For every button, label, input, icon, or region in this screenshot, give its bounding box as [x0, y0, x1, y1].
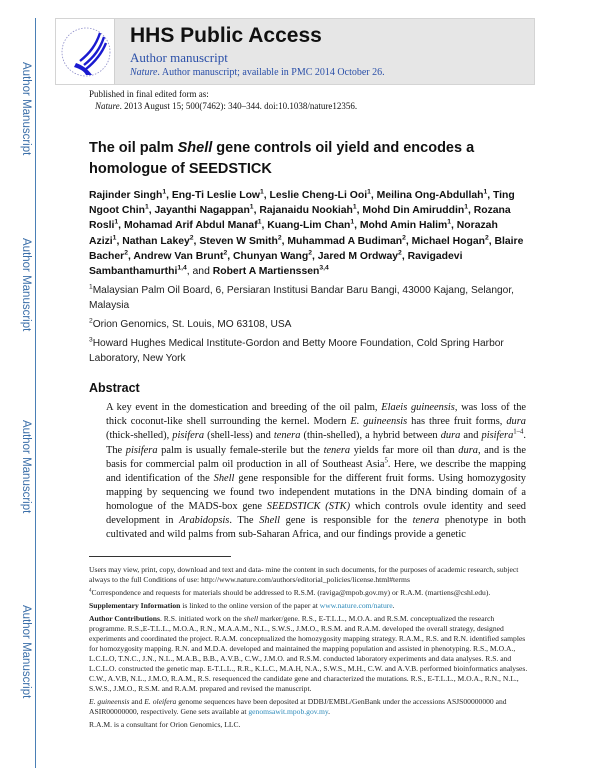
- text-segment: gene is responsible for the: [279, 514, 413, 526]
- superscript: 2: [189, 234, 194, 242]
- superscript: 1,4: [177, 264, 187, 272]
- text-segment: Users may view, print, copy, download and text and data- mine the content in such documents, for the purposes of academic research, subject always to the full Conditions of use: http://www.nature.com/authors/editorial_policies/license.html#terms: [89, 565, 519, 585]
- article-title: [89, 138, 529, 180]
- text-segment: , Chunyan Wang: [227, 250, 309, 262]
- superscript: 3,4: [319, 264, 329, 272]
- superscript: 2: [484, 234, 489, 242]
- superscript: 1: [89, 283, 93, 291]
- publication-info: [89, 88, 529, 112]
- text-segment: .: [392, 601, 395, 611]
- text-segment: and: [129, 697, 145, 707]
- superscript: 5: [384, 457, 388, 465]
- text-segment: . Here, we describe the mapping and identification of the: [106, 458, 526, 484]
- superscript: 2: [277, 234, 282, 242]
- superscript: 2: [89, 317, 93, 325]
- text-segment: gene responsible for the different fruit forms. Using homozygosity mapping by sequencing we found two independent mutations in the DNA binding domain of a homologue of the MADS-box gene: [106, 472, 526, 512]
- text-segment: dura: [440, 430, 461, 442]
- text-segment: , Mohd Din Amiruddin: [356, 205, 465, 217]
- text-segment: tenera: [273, 430, 301, 442]
- text-segment: Supplementary Information: [89, 601, 181, 611]
- superscript: 1: [260, 188, 264, 196]
- text-segment: , Meilina Ong-Abdullah: [370, 190, 484, 201]
- text-segment: , Muhammad A Budiman: [281, 235, 403, 247]
- text-segment: R.A.M. is a consultant for Orion Genomics, LLC.: [89, 720, 241, 730]
- text-segment: Howard Hughes Medical Institute-Gordon and Betty Moore Foundation, Cold Spring Harbor Laboratory, New York: [89, 338, 504, 365]
- text-segment: , Jared M Ordway: [312, 250, 399, 262]
- footnote-correspondence: [89, 588, 529, 598]
- author-manuscript-label: Author Manuscript: [20, 62, 32, 156]
- superscript: 1: [112, 234, 117, 242]
- text-segment: (thick-shelled),: [106, 430, 173, 442]
- superscript: 1: [367, 188, 371, 196]
- text-segment: pisifera: [172, 430, 205, 442]
- text-segment: Elaeis guineensis: [381, 402, 455, 414]
- availability-note: [130, 67, 385, 79]
- affiliation-1: [89, 283, 529, 313]
- footnote-competing-interests: [89, 720, 529, 730]
- superscript: 3: [89, 336, 93, 344]
- text-segment: E. guineensis: [89, 697, 130, 707]
- hhs-title: HHS Public Access: [130, 24, 322, 47]
- text-segment: Correspondence and requests for materials should be addressed to R.S.M. (raviga@mpob.gov.my) or R.A.M. (martiens@cshl.edu).: [91, 588, 491, 598]
- text-segment: dura: [506, 416, 526, 428]
- text-segment: (shell-less) and: [204, 430, 274, 442]
- superscript: 1: [483, 188, 488, 196]
- superscript: 2: [124, 249, 128, 257]
- text-segment: which controls ovule identity and seed development in: [106, 500, 526, 526]
- abstract-heading: Abstract: [89, 381, 140, 396]
- text-segment: and: [460, 430, 482, 442]
- text-segment: , Andrew Van Brunt: [128, 250, 224, 262]
- text-segment: , and is the basis for commercial palm oil production in all of Southeast Asia: [106, 444, 526, 470]
- text-segment: yields far more oil than: [350, 444, 459, 456]
- superscript: 1: [257, 218, 262, 226]
- text-segment: E. guineensis: [350, 416, 408, 428]
- text-segment: tenera: [323, 444, 351, 456]
- text-segment: , Jayanthi Nagappan: [148, 205, 250, 217]
- text-segment: , Kuang-Lim Chan: [261, 220, 351, 232]
- text-segment: Arabidopsis: [179, 514, 230, 526]
- text-segment: marker/gene. R.S., E-T.L.L., M.O.A. and R.S.M. conceptualized the research programme. R.S.,E-T.L.L., M.O.A., R.N., M.A.A.M., N.L., S.W.S., J.M.O., R.S.M. and R.A.M. developed the overall strategy, designed experiments and coordinated the project. R.A.M. conceptualized the homozygosity mapping strategy. R.A.M., R.S. and R.N. identified samples for homozygosity mapping. R.N. and M.D.A. developed and maintained the mapping population and assisted in phenotyping. R.S., M.O.A., L.C.L.O, T.N.C., J.N., N.L., M.A.B., B.B., A.V.B., C.W., J.M.O. and R.S.M. conducted laboratory experiments and data analyses. R.S. and L.C.L.O. constructed the genetic map. E-T.L.L., R.R., K.L.C., M.A.H, N.A., S.W.S., M.H., C.W. and A.V.B. performed bioinformatics analyses. C.W., A.V.B, N.L., J.M.O, R.A.M., R.S. resequenced the candidate gene and characterized the mutations. R.S., E-T.L.L., M.O.A., R.N., N.L., S.W.S., J.M.O., R.S.M. and R.A.M. prepared and revised the manuscript.: [89, 614, 528, 694]
- superscript: 1: [464, 203, 468, 211]
- manuscript-type: Author manuscript: [130, 50, 228, 65]
- text-segment: phenotype in both cultivated and wild palms from sub-Saharan Africa, and our findings provide a genetic: [106, 514, 526, 541]
- text-segment: , Blaire Bacher: [89, 235, 524, 262]
- text-segment: , Rozana Rosli: [89, 205, 511, 232]
- text-segment: Shell: [213, 472, 235, 484]
- superscript: 4: [89, 588, 92, 594]
- text-segment: tenera: [412, 514, 440, 526]
- text-segment: , Michael Hogan: [405, 235, 485, 247]
- footnote-accessions: [89, 697, 529, 717]
- text-segment: SEEDSTICK (STK): [266, 500, 351, 512]
- text-segment: Nature: [95, 101, 120, 111]
- text-segment: , and: [186, 266, 213, 278]
- author-manuscript-label: Author Manuscript: [20, 238, 32, 332]
- superscript: 1: [350, 218, 355, 226]
- text-segment: Orion Genomics, St. Louis, MO 63108, USA: [92, 319, 292, 331]
- text-segment: pisifera: [481, 430, 514, 442]
- affiliation-2: [89, 317, 529, 332]
- text-segment: Author Contributions: [89, 614, 160, 624]
- text-segment: , was loss of the thick coconut-like shell surrounding the kernel. Modern: [106, 402, 527, 428]
- text-segment: , Mohamad Arif Abdul Manaf: [118, 220, 258, 232]
- text-segment: , Eng-Ti Leslie Low: [166, 190, 261, 201]
- text-segment: . The: [229, 514, 260, 526]
- superscript: 1: [352, 203, 357, 211]
- abstract-text: [106, 401, 526, 542]
- text-segment: Shell: [177, 140, 213, 156]
- margin-rule: [35, 18, 36, 768]
- footnote-license: [89, 565, 529, 585]
- author-manuscript-label: Author Manuscript: [20, 605, 32, 699]
- text-segment: , Steven W Smith: [193, 235, 278, 247]
- text-segment: , Ravigadevi Sambanthamurthi: [89, 250, 463, 278]
- superscript: 1: [249, 203, 254, 211]
- link[interactable]: genomsawit.mpob.gov.my: [248, 707, 329, 717]
- text-segment: (thin-shelled), a hybrid between: [300, 430, 441, 442]
- hhs-eagle-logo-icon: [56, 19, 115, 84]
- superscript: 2: [402, 234, 406, 242]
- text-segment: , Ting Ngoot Chin: [89, 190, 515, 217]
- text-segment: has three fruit forms,: [407, 416, 507, 428]
- hhs-header: [55, 18, 535, 85]
- superscript: 1–4: [513, 428, 524, 436]
- text-segment: gene controls oil yield and encodes a homologue of SEEDSTICK: [89, 140, 475, 177]
- text-segment: Malaysian Palm Oil Board, 6, Persiaran Institusi Bandar Baru Bangi, 43000 Kajang, Selangor, Malaysia: [89, 285, 515, 312]
- text-segment: , Nathan Lakey: [116, 235, 190, 247]
- citation: [89, 100, 529, 112]
- superscript: 1: [162, 188, 167, 196]
- superscript: 2: [398, 249, 402, 257]
- text-segment: Robert A Martienssen: [212, 266, 320, 278]
- author-manuscript-label: Author Manuscript: [20, 420, 32, 514]
- text-segment: pisifera: [125, 444, 158, 456]
- affiliation-3: [89, 336, 529, 366]
- text-segment: shell: [243, 614, 259, 624]
- text-segment: Shell: [259, 514, 280, 526]
- text-segment: palm is usually female-sterile but the: [157, 444, 324, 456]
- text-segment: . R.S. initiated work on the: [159, 614, 244, 624]
- superscript: 1: [447, 218, 452, 226]
- text-segment: dura: [458, 444, 478, 456]
- text-segment: . 2013 August 15; 500(7462): 340–344. doi:10.1038/nature12356.: [119, 101, 358, 111]
- text-segment: Nature: [130, 67, 158, 78]
- published-label: Published in final edited form as:: [89, 89, 209, 99]
- text-segment: A key event in the domestication and breeding of the oil palm,: [106, 402, 382, 414]
- footnote-contributions: [89, 614, 529, 694]
- text-segment: is linked to the online version of the paper at: [180, 601, 320, 611]
- text-segment: Rajinder Singh: [89, 190, 163, 201]
- text-segment: , Norazah Azizi: [89, 220, 498, 247]
- text-segment: , Mohd Amin Halim: [354, 220, 448, 232]
- text-segment: , Rajanaidu Nookiah: [253, 205, 353, 217]
- text-segment: The oil palm: [89, 140, 178, 156]
- link[interactable]: www.nature.com/nature: [319, 601, 393, 611]
- superscript: 2: [223, 249, 228, 257]
- text-segment: .: [328, 707, 331, 717]
- article-body: [89, 88, 529, 730]
- superscript: 2: [308, 249, 312, 257]
- author-list: [89, 188, 529, 279]
- footnote-divider: [89, 556, 231, 557]
- text-segment: , Leslie Cheng-Li Ooi: [263, 190, 368, 201]
- footnote-supplementary: [89, 601, 529, 611]
- text-segment: E. oleifera: [144, 697, 177, 707]
- text-segment: . Author manuscript; available in PMC 2014 October 26.: [157, 67, 385, 78]
- text-segment: . The: [106, 430, 527, 456]
- text-segment: genome sequences have been deposited at DDBJ/EMBL/GenBank under the accessions ASJS00000000 and ASIR00000000, respectively. Gene sets available at: [89, 697, 507, 717]
- superscript: 1: [144, 203, 149, 211]
- superscript: 1: [114, 218, 119, 226]
